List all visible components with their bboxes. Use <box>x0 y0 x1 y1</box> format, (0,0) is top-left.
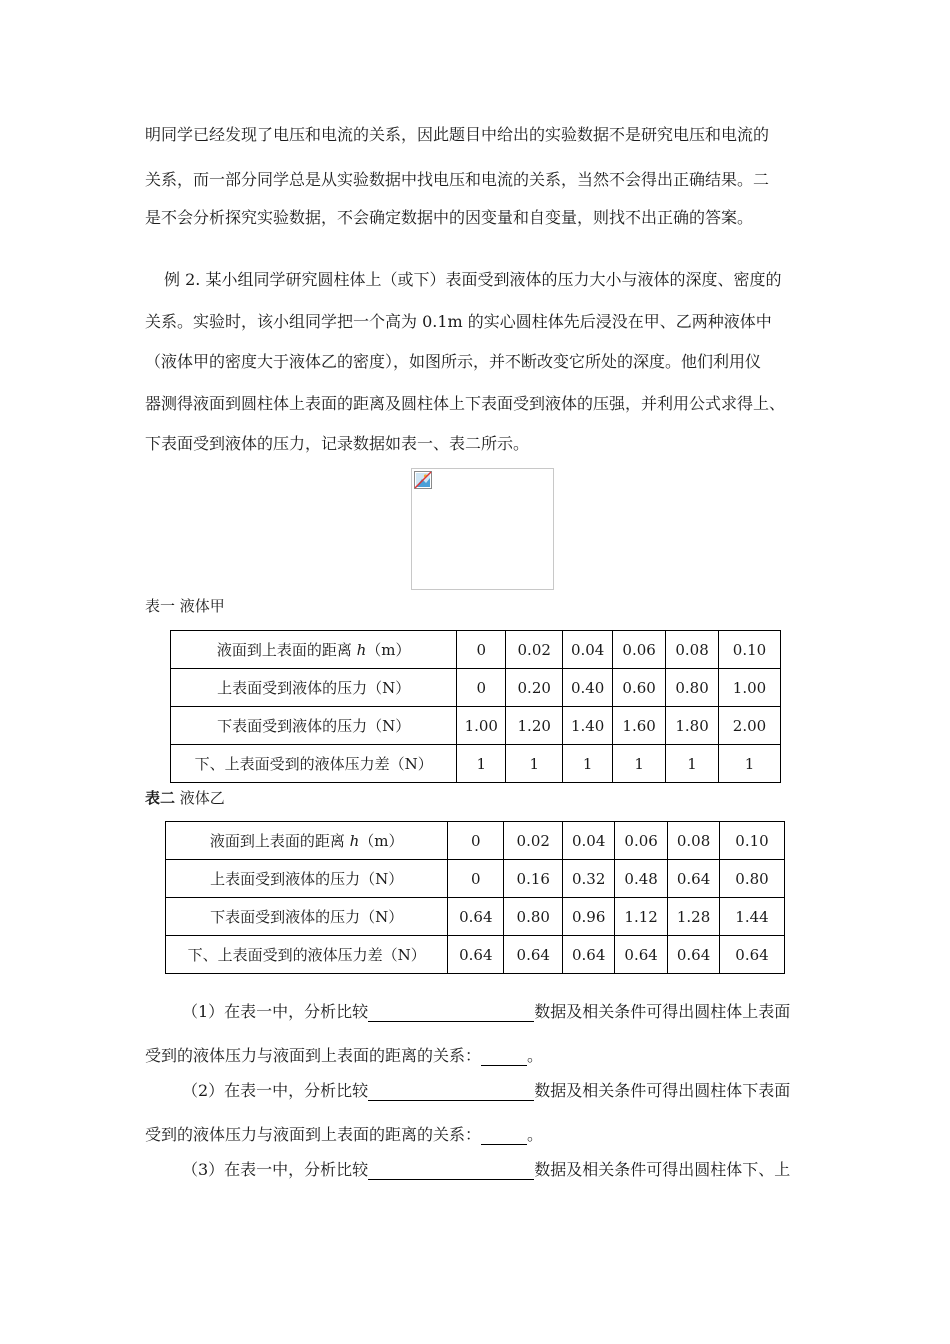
table-cell: 0.08 <box>666 631 719 669</box>
table-cell: 1.60 <box>613 707 666 745</box>
row-label-variable: h <box>356 641 367 659</box>
row-label <box>171 707 457 745</box>
example-line: 下表面受到液体的压力，记录数据如表一、表二所示。 <box>145 434 530 453</box>
table-row <box>171 631 781 669</box>
row-label <box>166 898 448 936</box>
table1 <box>170 630 781 783</box>
q1-text-a: （1）在表一中，分析比较 <box>182 1002 369 1021</box>
row-label-text: 液面到上表面的距离 <box>216 641 357 659</box>
q2-text-a: （2）在表一中，分析比较 <box>182 1081 369 1100</box>
table-cell: 1 <box>457 745 506 783</box>
q3-text-b: 数据及相关条件可得出圆柱体下、上 <box>534 1160 791 1179</box>
table-cell: 0.10 <box>720 822 785 860</box>
table-cell: 0.48 <box>615 860 668 898</box>
table-cell: 1 <box>666 745 719 783</box>
row-label <box>166 936 448 974</box>
q2-text-b: 数据及相关条件可得出圆柱体下表面 <box>534 1081 791 1100</box>
table-cell: 0.04 <box>563 822 615 860</box>
q1-period: 。 <box>527 1046 544 1065</box>
table-cell: 1 <box>563 745 613 783</box>
q2-text-c: 受到的液体压力与液面到上表面的距离的关系： <box>145 1125 482 1144</box>
table-cell: 0.64 <box>668 936 720 974</box>
row-label-unit: （m） <box>359 832 404 850</box>
table-cell: 0.40 <box>563 669 613 707</box>
paragraph-line: 明同学已经发现了电压和电流的关系，因此题目中给出的实验数据不是研究电压和电流的 <box>145 125 770 144</box>
table-cell: 0.64 <box>668 860 720 898</box>
row-label <box>166 860 448 898</box>
row-label-text: 下表面受到液体的压力（N） <box>210 908 404 926</box>
row-label <box>171 669 457 707</box>
broken-image-icon <box>414 471 432 489</box>
q2-period: 。 <box>527 1125 544 1144</box>
row-label-text: 液面到上表面的距离 <box>209 832 350 850</box>
table-cell: 1 <box>719 745 781 783</box>
row-label <box>171 745 457 783</box>
table-cell: 0.60 <box>613 669 666 707</box>
table-cell: 2.00 <box>719 707 781 745</box>
table-cell: 1.44 <box>720 898 785 936</box>
table-cell: 0.32 <box>563 860 615 898</box>
table-cell: 0 <box>448 822 504 860</box>
table-cell: 1.00 <box>457 707 506 745</box>
table-cell: 0.06 <box>613 631 666 669</box>
table2-caption <box>145 788 225 808</box>
table-cell: 0.16 <box>504 860 563 898</box>
table2 <box>165 821 785 974</box>
table-cell: 0.06 <box>615 822 668 860</box>
q3-text-a: （3）在表一中，分析比较 <box>182 1160 369 1179</box>
table-row <box>171 669 781 707</box>
table-cell: 1 <box>506 745 563 783</box>
row-label-text: 上表面受到液体的压力（N） <box>217 679 411 697</box>
example-line: 例 2. 某小组同学研究圆柱体上（或下）表面受到液体的压力大小与液体的深度、密度的 <box>164 270 782 289</box>
table-cell: 1.00 <box>719 669 781 707</box>
q2-relation-blank[interactable] <box>481 1128 527 1145</box>
row-label-text: 下、上表面受到的液体压力差（N） <box>187 946 426 964</box>
table-cell: 0.64 <box>448 936 504 974</box>
table-cell: 0.64 <box>448 898 504 936</box>
table-cell: 0.10 <box>719 631 781 669</box>
q1-text-b: 数据及相关条件可得出圆柱体上表面 <box>534 1002 791 1021</box>
figure-image <box>411 468 554 590</box>
question3-line1 <box>182 1160 790 1180</box>
table2-caption-bold: 表二 <box>145 789 176 807</box>
table-row <box>171 745 781 783</box>
table-cell: 0.80 <box>504 898 563 936</box>
table-cell: 1 <box>613 745 666 783</box>
q1-relation-blank[interactable] <box>481 1049 527 1066</box>
table-cell: 0.02 <box>504 822 563 860</box>
row-label-unit: （m） <box>366 641 411 659</box>
table-cell: 0.20 <box>506 669 563 707</box>
table-row <box>166 860 785 898</box>
table-cell: 0 <box>448 860 504 898</box>
table-cell: 0.04 <box>563 631 613 669</box>
table-cell: 0.08 <box>668 822 720 860</box>
table-cell: 0.96 <box>563 898 615 936</box>
table-row <box>171 707 781 745</box>
table-cell: 1.12 <box>615 898 668 936</box>
table-cell: 1.28 <box>668 898 720 936</box>
table-cell: 0.64 <box>615 936 668 974</box>
table-cell: 1.80 <box>666 707 719 745</box>
row-label <box>166 822 448 860</box>
table2-caption-text: 液体乙 <box>175 789 225 807</box>
table-cell: 1.40 <box>563 707 613 745</box>
table-cell: 0.80 <box>666 669 719 707</box>
row-label <box>171 631 457 669</box>
table-cell: 0 <box>457 669 506 707</box>
table-cell: 0.64 <box>720 936 785 974</box>
table-cell: 0 <box>457 631 506 669</box>
table-row <box>166 936 785 974</box>
question1-line2 <box>145 1046 543 1066</box>
table-row <box>166 898 785 936</box>
q1-text-c: 受到的液体压力与液面到上表面的距离的关系： <box>145 1046 482 1065</box>
q1-answer-blank[interactable] <box>368 1005 534 1022</box>
example-line: 器测得液面到圆柱体上表面的距离及圆柱体上下表面受到液体的压强，并利用公式求得上、 <box>145 394 786 413</box>
table-cell: 0.80 <box>720 860 785 898</box>
paragraph-line: 是不会分析探究实验数据，不会确定数据中的因变量和自变量，则找不出正确的答案。 <box>145 208 754 227</box>
table-cell: 0.64 <box>504 936 563 974</box>
question2-line2 <box>145 1125 543 1145</box>
q2-answer-blank[interactable] <box>368 1084 534 1101</box>
row-label-variable: h <box>349 832 360 850</box>
table-cell: 1.20 <box>506 707 563 745</box>
paragraph-line: 关系，而一部分同学总是从实验数据中找电压和电流的关系，当然不会得出正确结果。二 <box>145 170 770 189</box>
question2-line1 <box>182 1081 790 1101</box>
table-cell: 0.02 <box>506 631 563 669</box>
example-line: （液体甲的密度大于液体乙的密度），如图所示，并不断改变它所处的深度。他们利用仪 <box>145 352 762 371</box>
example-line: 关系。实验时，该小组同学把一个高为 0.1m 的实心圆柱体先后浸没在甲、乙两种液体中 <box>145 312 772 331</box>
q3-answer-blank[interactable] <box>368 1163 534 1180</box>
row-label-text: 下、上表面受到的液体压力差（N） <box>194 755 433 773</box>
row-label-text: 下表面受到液体的压力（N） <box>217 717 411 735</box>
question1-line1 <box>182 1002 790 1022</box>
row-label-text: 上表面受到液体的压力（N） <box>210 870 404 888</box>
table-cell: 0.64 <box>563 936 615 974</box>
table1-caption: 表一 液体甲 <box>145 597 225 615</box>
table-row <box>166 822 785 860</box>
